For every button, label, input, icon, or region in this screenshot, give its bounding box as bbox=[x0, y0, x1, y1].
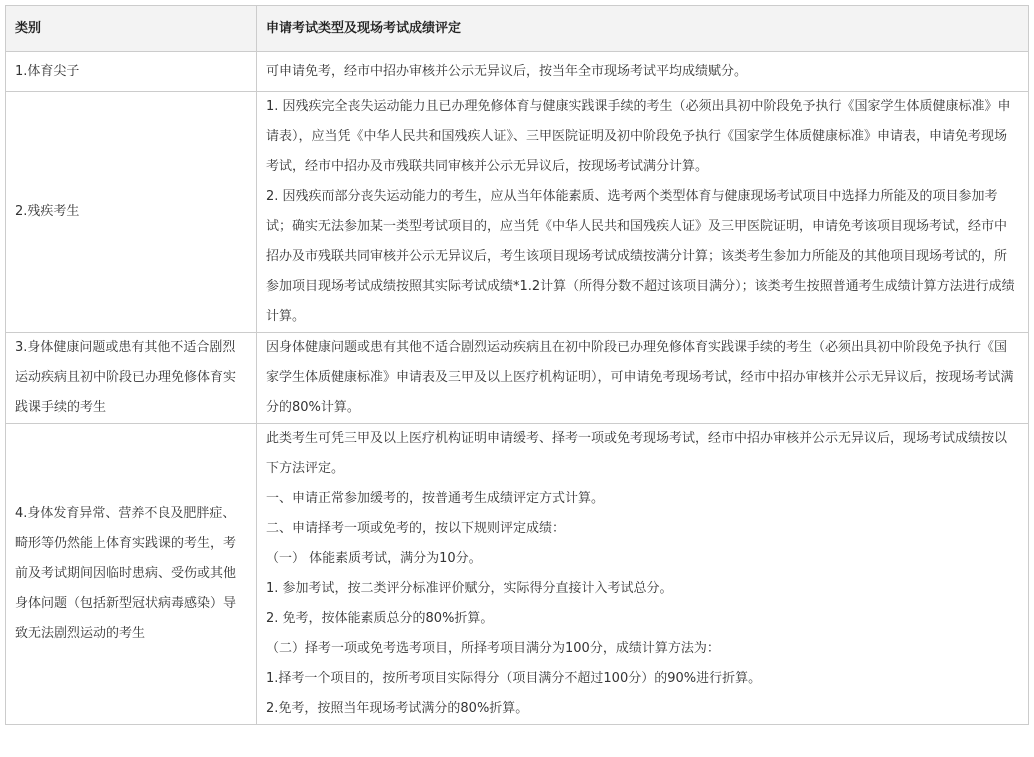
category-label: 2.残疾考生 bbox=[15, 204, 80, 219]
rule-paragraph: （二）择考一项或免考选考项目，所择考项目满分为100分，成绩计算方法为： bbox=[266, 641, 720, 656]
policy-table bbox=[5, 5, 1029, 725]
rule-paragraph: 1. 参加考试，按二类评分标准评价赋分，实际得分直接计入考试总分。 bbox=[266, 581, 673, 596]
table-row bbox=[6, 333, 1029, 424]
rule-cell bbox=[257, 333, 1029, 424]
category-label: 4.身体发育异常、营养不良及肥胖症、畸形等仍然能上体育实践课的考生，考前及考试期间因临时患病、受伤或其他身体问题（包括新型冠状病毒感染）导致无法剧烈运动的考生 bbox=[15, 506, 237, 641]
column-header-rule: 申请考试类型及现场考试成绩评定 bbox=[257, 6, 1029, 52]
rule-cell bbox=[257, 424, 1029, 725]
rule-paragraph: 1. 因残疾完全丧失运动能力且已办理免修体育与健康实践课手续的考生（必须出具初中阶段免予执行《国家学生体质健康标准》申请表），应当凭《中华人民共和国残疾人证》、三甲医院证明及初中阶段免予执行《国家学生体质健康标准》申请表，申请免考现场考试，经市中招办及市残联共同审核并公示无异议后，按现场考试满分计算。 bbox=[266, 99, 1011, 174]
rule-paragraph: 2. 免考，按体能素质总分的80%折算。 bbox=[266, 611, 494, 626]
category-label: 3.身体健康问题或患有其他不适合剧烈运动疾病且初中阶段已办理免修体育实践课手续的考生 bbox=[15, 340, 237, 415]
table-row bbox=[6, 92, 1029, 333]
category-label: 1.体育尖子 bbox=[15, 63, 80, 79]
rule-paragraph: （一） 体能素质考试，满分为10分。 bbox=[266, 551, 482, 566]
rule-paragraph: 2. 因残疾而部分丧失运动能力的考生，应从当年体能素质、选考两个类型体育与健康现场考试项目中选择力所能及的项目参加考试；确实无法参加某一类型考试项目的，应当凭《中华人民共和国残疾人证》及三甲医院证明，申请免考该项目现场考试，经市中招办及市残联共同审核并公示无异议后，考生该项目现场考试成绩按满分计算；该类考生参加力所能及的其他项目现场考试的，所参加项目现场考试成绩按照其实际考试成绩*1.2计算（所得分数不超过该项目满分）；该类考生按照普通考生成绩计算方法进行成绩计算。 bbox=[266, 189, 1015, 324]
rule-paragraph: 一、申请正常参加缓考的，按普通考生成绩评定方式计算。 bbox=[266, 491, 605, 506]
rule-paragraph: 此类考生可凭三甲及以上医疗机构证明申请缓考、择考一项或免考现场考试，经市中招办审核并公示无异议后，现场考试成绩按以下方法评定。 bbox=[266, 431, 1008, 476]
rule-cell bbox=[257, 92, 1029, 333]
category-cell bbox=[6, 92, 257, 333]
category-cell bbox=[6, 52, 257, 92]
table-header-row bbox=[6, 6, 1029, 52]
rule-paragraph: 因身体健康问题或患有其他不适合剧烈运动疾病且在初中阶段已办理免修体育实践课手续的考生（必须出具初中阶段免予执行《国家学生体质健康标准》申请表及三甲及以上医疗机构证明），可申请免考现场考试，经市中招办审核并公示无异议后，按现场考试满分的80%计算。 bbox=[266, 340, 1014, 415]
category-cell bbox=[6, 333, 257, 424]
table-row bbox=[6, 52, 1029, 92]
rule-paragraph: 1.择考一个项目的，按所考项目实际得分（项目满分不超过100分）的90%进行折算。 bbox=[266, 671, 762, 686]
table-row bbox=[6, 424, 1029, 725]
column-header-category: 类别 bbox=[6, 6, 257, 52]
rule-paragraph: 2.免考，按照当年现场考试满分的80%折算。 bbox=[266, 701, 529, 716]
category-cell bbox=[6, 424, 257, 725]
rule-paragraph: 二、申请择考一项或免考的，按以下规则评定成绩： bbox=[266, 521, 566, 536]
rule-cell bbox=[257, 52, 1029, 92]
rule-paragraph: 可申请免考，经市中招办审核并公示无异议后，按当年全市现场考试平均成绩赋分。 bbox=[266, 63, 748, 79]
